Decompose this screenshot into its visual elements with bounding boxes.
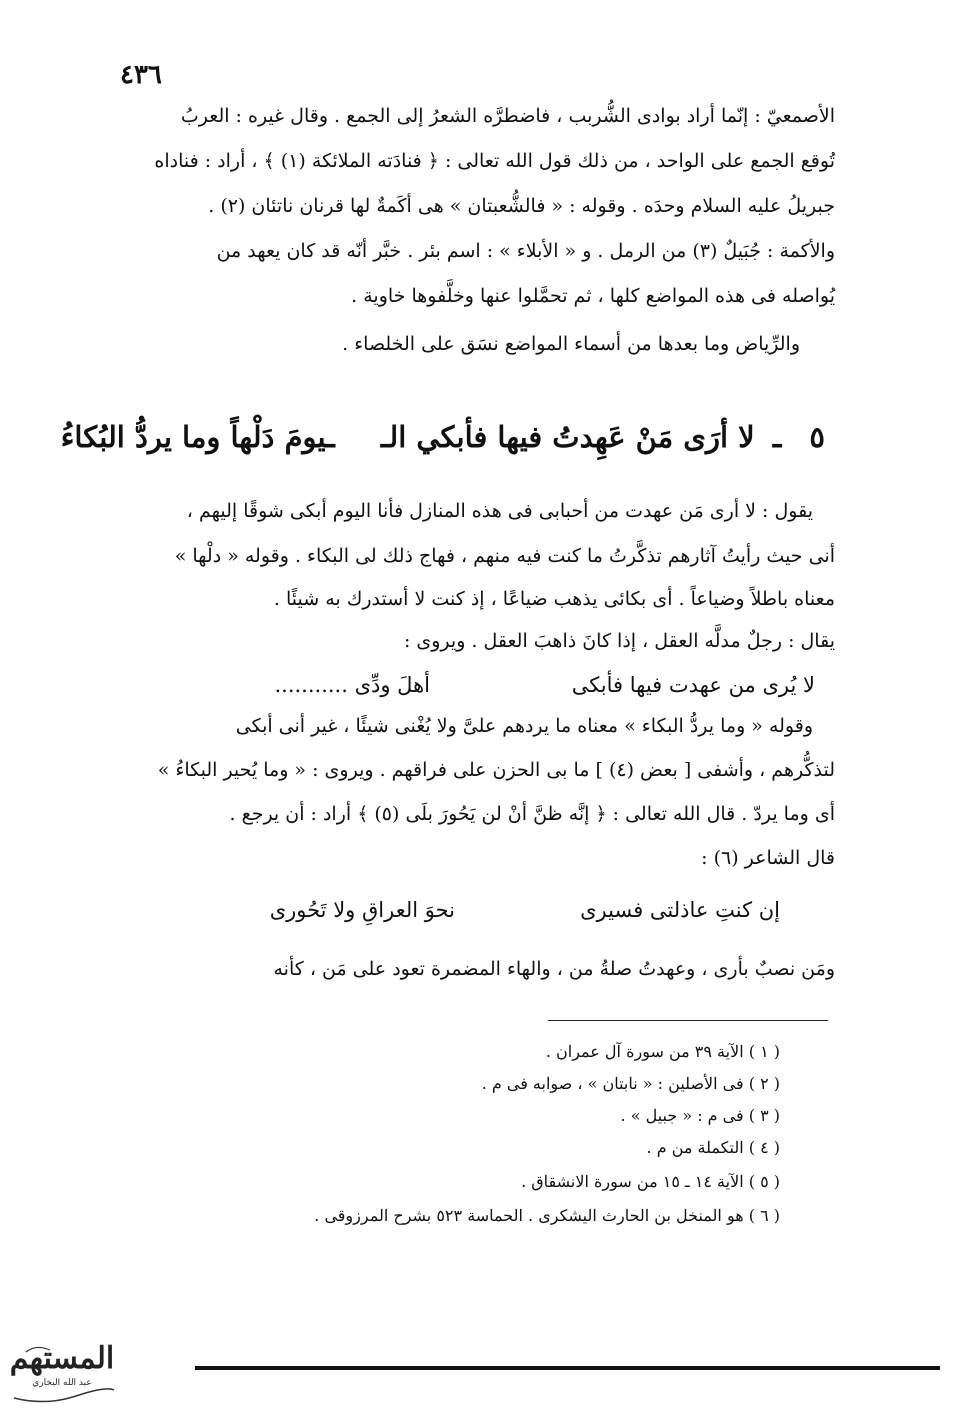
text-line: تُوقع الجمع على الواحد ، من ذلك قول الله تعالى : ﴿ فنادَته الملائكة (١) ﴾ ، أراد : فناداه xyxy=(154,150,835,172)
text-line: والرِّياض وما بعدها من أسماء المواضع نسَق على الخلصاء . xyxy=(342,333,800,355)
text-line: والأكمة : جُبَيلٌ (٣) من الرمل . و « الأبلاء » : اسم بئر . خبَّر أنّه قد كان يعهد من xyxy=(216,240,835,262)
variant-hemistich-2: أهلَ ودِّى ........... xyxy=(274,673,430,697)
verse-dash: ـ xyxy=(772,420,782,454)
text-line: أى وما يردّ . قال الله تعالى : ﴿ إنَّه ظنَّ أنْ لن يَحُورَ بلَى (٥) ﴾ أراد : أن يرجع . xyxy=(229,803,835,825)
text-line: يقول : لا أرى مَن عهدت من أحبابى فى هذه المنازل فأنا اليوم أبكى شوقًا إليهم ، xyxy=(186,500,813,522)
variant-hemistich-1: لا يُرى من عهدت فيها فأبكى xyxy=(571,673,815,697)
bottom-border-line xyxy=(195,1366,940,1370)
poet-hemistich-2: نحوَ العراقِ ولا تَحُورى xyxy=(269,898,455,922)
poet-hemistich-1: إن كنتِ عاذلتى فسيرى xyxy=(580,898,780,922)
text-line: وقوله « وما يردُّ البكاء » معناه ما يردهم علىَّ ولا يُغْنى شيئًا ، غير أنى أبكى xyxy=(235,715,813,737)
text-line: جبريلُ عليه السلام وحدَه . وقوله : « فالشُّعبتان » هى أكَمةٌ لها قرنان ناتئان (٢) . xyxy=(208,195,835,217)
stamp-sub-text: عبد الله البخاري xyxy=(32,1378,92,1388)
footnote-divider xyxy=(548,1020,828,1021)
text-line: لتذكُّرهم ، وأشفى [ بعض (٤) ] ما بى الحزن على فراقهم . ويروى : « وما يُحير البكاءُ » xyxy=(157,759,835,781)
text-line: يقال : رجلٌ مدلَّه العقل ، إذا كانَ ذاهبَ العقل . ويروى : xyxy=(403,630,835,652)
text-line: قال الشاعر (٦) : xyxy=(701,847,835,869)
stamp-main-text: المستهم xyxy=(9,1341,115,1376)
footnote: ( ٦ ) هو المنخل بن الحارث اليشكرى . الحماسة ٥٢٣ بشرح المرزوقى . xyxy=(314,1206,780,1225)
library-stamp-logo xyxy=(6,1340,118,1410)
verse-hemistich-1: لا أرَى مَنْ عَهِدتُ فيها فأبكي الـ xyxy=(380,420,755,454)
footnote: ( ٣ ) فى م : « جبيل » . xyxy=(620,1106,780,1125)
footnote: ( ٥ ) الآية ١٤ ـ ١٥ من سورة الانشقاق . xyxy=(521,1172,780,1191)
text-line: الأصمعيّ : إنّما أراد بوادى الشُّربب ، فاضطرَّه الشعرُ إلى الجمع . وقال غيره : العربُ xyxy=(180,105,835,127)
footnote: ( ١ ) الآية ٣٩ من سورة آل عمران . xyxy=(545,1042,780,1061)
footnote: ( ٤ ) التكملة من م . xyxy=(646,1138,780,1157)
text-line: معناه باطلاً وضياعاً . أى بكائى يذهب ضياعًا ، إذ كنت لا أستدرك به شيئًا . xyxy=(273,588,835,610)
footnote: ( ٢ ) فى الأصلين : « نابتان » ، صوابه فى م . xyxy=(481,1074,780,1093)
page-number: ٤٣٦ xyxy=(120,60,162,90)
text-line: ومَن نصبٌ بأرى ، وعهدتُ صلةُ من ، والهاء المضمرة تعود على مَن ، كأنه xyxy=(273,958,835,980)
verse-hemistich-2: ـيومَ دَلْهاً وما يردُّ البُكاءُ xyxy=(60,420,335,454)
verse-number: ٥ xyxy=(809,420,825,454)
text-line: أنى حيث رأيتُ آثارهم تذكَّرتُ ما كنت فيه منهم ، فهاج ذلك لى البكاء . وقوله « دلْها » xyxy=(174,545,835,567)
stamp-flourish-icon xyxy=(6,1340,118,1410)
text-line: يُواصله فى هذه المواضع كلها ، ثم تحمَّلوا عنها وخلَّفوها خاوية . xyxy=(351,285,835,307)
verse-heading xyxy=(60,420,825,454)
